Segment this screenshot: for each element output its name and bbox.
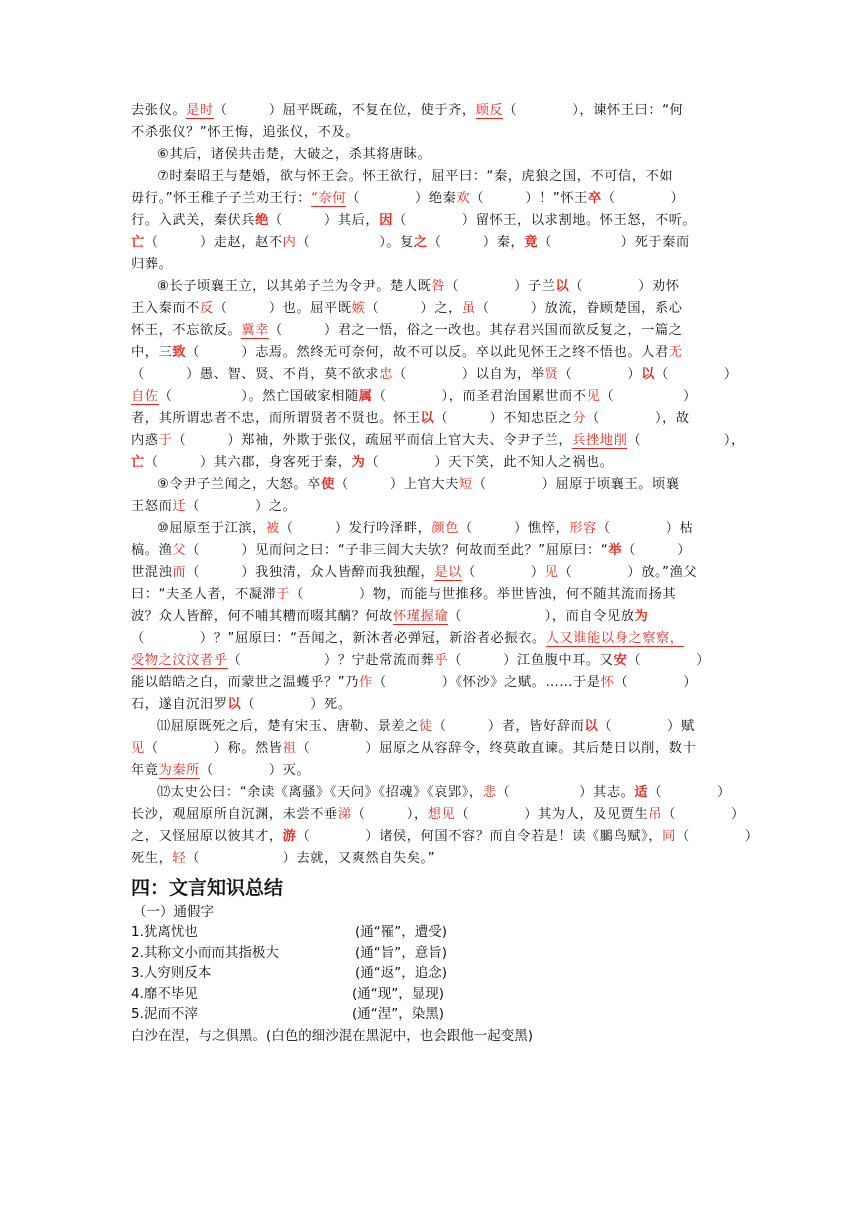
passage-line: [131, 320, 731, 342]
text-run: （ ）劝怀: [569, 279, 680, 294]
text-run: 死生，: [131, 851, 173, 866]
text-run: （ ）以自为，举: [392, 367, 545, 382]
underlined-keyword: 顾反: [475, 103, 504, 118]
subsection-heading: （一）通假字: [133, 904, 214, 920]
text-run: 行。入武关，秦伏兵: [131, 213, 256, 228]
text-run: （ ）秦，: [427, 235, 525, 250]
text-run: 中，三: [131, 345, 173, 360]
text-run: （ ）: [648, 785, 731, 800]
text-run: ⑥其后，诸侯共击楚，大破之，杀其将唐眛。: [157, 147, 432, 162]
text-run: （ ）: [675, 829, 759, 844]
text-run: （ ）其六郡，身客死于秦，: [144, 455, 352, 470]
dotted-keyword: 吊: [648, 807, 663, 822]
underlined-keyword: 人又谁能以身之察察，: [545, 631, 684, 646]
text-run: ⑿太史公曰：“余读《离骚》《天问》《招魂》《哀郢》，: [157, 785, 483, 800]
dotted-keyword: 作: [359, 675, 373, 690]
dotted-keyword: 见: [544, 565, 559, 580]
text-run: （ ），而圣君治国累世而不: [372, 389, 587, 404]
text-run: （ ）放流，眷顾楚国，系心: [475, 301, 683, 316]
loanword-explanation: (通“旨”，意旨): [355, 944, 448, 961]
text-run: （ ）屈原于顷襄王。顷襄: [472, 477, 680, 492]
dotted-keyword: 反: [199, 301, 214, 316]
bold-keyword: 以: [641, 367, 655, 382]
dotted-keyword: 涕: [337, 807, 352, 822]
dotted-keyword: 无: [668, 345, 683, 360]
text-run: 槁。渔: [131, 543, 173, 558]
text-run: （ ）《怀沙》之赋。……于是: [372, 675, 601, 690]
passage-line: [131, 364, 738, 386]
dotted-keyword: 虽: [461, 301, 476, 316]
text-run: （ ），故: [586, 411, 690, 426]
text-run: （ ）志焉。然终无可奈何，故不可以反。卒以此见怀王之终不悟也。人君: [186, 345, 669, 360]
dotted-keyword: 形容: [569, 521, 597, 536]
loanword-example: 4.靡不毕见: [131, 985, 198, 1002]
passage-line: [131, 430, 745, 452]
dotted-keyword: 贤: [544, 367, 559, 382]
bold-keyword: 致: [172, 345, 187, 360]
passage-line: [131, 386, 731, 408]
passage-line: [131, 518, 731, 540]
dotted-keyword: 短: [458, 477, 473, 492]
text-run: （ ）称。然皆: [144, 741, 283, 756]
text-run: （ ），: [351, 807, 428, 822]
dotted-keyword: 悲: [482, 785, 497, 800]
passage-line: [131, 540, 731, 562]
bold-keyword: 举: [608, 543, 623, 558]
underlined-keyword: 自佐: [131, 389, 159, 404]
text-run: （ ）其为人，及见贾生: [455, 807, 649, 822]
text-run: （ ）: [622, 543, 692, 558]
dotted-keyword: 父: [172, 543, 187, 558]
bold-keyword: 以: [555, 279, 570, 294]
underlined-keyword: 冀幸: [241, 323, 269, 338]
passage-line: [131, 452, 731, 474]
text-run: （ ）。然亡国破家相随: [158, 389, 359, 404]
text-run: （ ）憔悴，: [458, 521, 570, 536]
passage-line: [131, 298, 731, 320]
passage-line: [131, 672, 731, 694]
text-run: （ ）留怀王，以求割地。怀王怒，不听。: [393, 213, 697, 228]
passage-line: [131, 188, 731, 210]
text-run: （ ）！”怀王: [470, 191, 588, 206]
text-run: （ ）也。屈平既: [213, 301, 352, 316]
text-run: ⑾屈原既死之后，楚有宋玉、唐勒、景差之: [157, 719, 419, 734]
bold-keyword: 因: [379, 213, 393, 228]
text-run: （ ）: [601, 191, 685, 206]
loanword-item: [131, 922, 731, 943]
text-run: （ ）: [600, 389, 697, 404]
text-run: （ ）？宁赴常流而葬: [227, 653, 435, 668]
text-run: （ ）其后，: [268, 213, 380, 228]
text-run: ⑧长子顷襄王立，以其弟子兰为令尹。楚人既: [157, 279, 432, 294]
text-run: 内惑: [131, 433, 159, 448]
text-run: （ ）不知忠臣之: [434, 411, 573, 426]
dotted-keyword: 欢: [456, 191, 471, 206]
text-run: （ ）死。: [241, 697, 352, 712]
text-run: 者，其所谓忠者不忠，而所谓贤者不贤也。怀王: [131, 411, 421, 426]
dotted-keyword: 于: [276, 587, 291, 602]
text-run: 世混浊: [131, 565, 173, 580]
text-run: （ ）之，: [365, 301, 462, 316]
passage-line: [131, 848, 731, 870]
passage-line: [131, 716, 731, 738]
classical-text-passage: [131, 100, 759, 870]
dotted-keyword: 同: [662, 829, 676, 844]
bold-keyword: 游: [282, 829, 297, 844]
passage-line: [131, 210, 731, 232]
text-run: 长沙，观屈原所自沉渊，未尝不垂: [131, 807, 338, 822]
text-run: （ ），: [627, 433, 745, 448]
text-run: 怀王，不忘欲反。: [131, 323, 242, 338]
passage-line: [131, 276, 731, 298]
passage-line: [131, 738, 731, 760]
text-run: （ ）？”屈原曰：“吾闻之，新沐者必弹冠，新浴者必振衣。: [131, 631, 546, 646]
dotted-keyword: 徒: [418, 719, 433, 734]
text-run: （ ）: [461, 565, 545, 580]
passage-line: [131, 650, 731, 672]
text-run: （ ）屈原之从容辞令，终莫敢直谏。其后楚日以削，数十: [296, 741, 697, 756]
bold-keyword: 卒: [587, 191, 602, 206]
text-run: （ ），而自令见放: [448, 609, 635, 624]
passage-line: [131, 122, 731, 144]
passage-line: [131, 804, 745, 826]
bold-keyword: 属: [358, 389, 373, 404]
dotted-keyword: 而: [172, 565, 187, 580]
text-run: （ ）: [654, 367, 738, 382]
passage-line: [131, 254, 731, 276]
text-run: （ ）枯: [596, 521, 694, 536]
loanword-example: 3.人穷则反本: [131, 965, 212, 981]
passage-line: [131, 694, 731, 716]
loanword-example: 5.泥而不滓: [131, 1006, 198, 1022]
text-run: 毋行。”怀王稚子子兰劝王行：: [131, 191, 312, 206]
text-run: 归葬。: [131, 257, 173, 272]
passage-line: [131, 760, 731, 782]
dotted-keyword: 颜色: [431, 521, 459, 536]
dotted-keyword: 轻: [172, 851, 187, 866]
underlined-keyword: “奈何: [311, 191, 347, 206]
text-run: （ ）: [662, 807, 745, 822]
section-heading: 四：文言知识总结: [131, 877, 284, 899]
bold-keyword: 为: [634, 609, 649, 624]
dotted-keyword: 咎: [431, 279, 446, 294]
text-run: 年竟: [131, 763, 159, 778]
passage-line: [131, 408, 731, 430]
text-run: （ ）。复: [296, 235, 414, 250]
bold-keyword: 之: [413, 235, 428, 250]
bold-keyword: 亡: [131, 235, 145, 250]
text-run: （ ）君之一悟，俗之一改也。其存君兴国而欲反复之，一篇之: [268, 323, 683, 338]
dotted-keyword: 嫉: [351, 301, 366, 316]
text-run: （ ）江鱼腹中耳。又: [448, 653, 614, 668]
passage-line: [131, 606, 731, 628]
passage-line: [131, 342, 731, 364]
dotted-keyword: 于: [158, 433, 173, 448]
text-run: （ ）上官大夫: [334, 477, 459, 492]
text-run: （ ）: [614, 675, 698, 690]
dotted-keyword: 见: [586, 389, 601, 404]
underlined-keyword: 是以: [434, 565, 462, 580]
bold-keyword: 安: [613, 653, 628, 668]
loanword-explanation: (通“罹”，遭受): [355, 924, 448, 940]
text-run: （ ）发行吟泽畔，: [279, 521, 432, 536]
text-run: （ ）物，而能与世推移。举世皆浊，何不随其流而扬其: [290, 587, 677, 602]
bold-keyword: 以: [227, 697, 242, 712]
dotted-keyword: 乎: [434, 653, 449, 668]
bold-keyword: 使: [321, 477, 335, 492]
loanword-item: [131, 984, 731, 1005]
bold-keyword: 以: [584, 719, 599, 734]
text-run: 石，遂自沉汨罗: [131, 697, 228, 712]
text-run: （ ）去就，又爽然自失矣。”: [186, 851, 436, 866]
document-page: [131, 100, 759, 1047]
text-run: （ ）: [627, 653, 711, 668]
text-run: （ ）愚、智、贤、不肖，莫不欲求: [131, 367, 380, 382]
text-run: （ ）屈平既疏，不复在位，使于齐，: [213, 103, 476, 118]
text-run: 去张仪。: [131, 103, 187, 118]
dotted-keyword: 见: [131, 741, 145, 756]
text-run: 之，又怪屈原以彼其才，: [131, 829, 283, 844]
text-run: （ ）诸侯，何国不容？而自令若是！读《鵩鸟赋》，: [296, 829, 663, 844]
passage-line: [131, 144, 731, 166]
passage-line: [131, 232, 731, 254]
text-run: （ ）天下笑，此不知人之祸也。: [365, 455, 614, 470]
dotted-keyword: 想见: [427, 807, 456, 822]
dotted-keyword: 内: [282, 235, 297, 250]
dotted-keyword: 祖: [282, 741, 297, 756]
bold-keyword: 以: [420, 411, 435, 426]
passage-line: [131, 826, 759, 848]
text-run: （ ）郑袖，外欺于张仪，疏屈平而信上官大夫、令尹子兰，: [172, 433, 573, 448]
bold-keyword: 竟: [524, 235, 539, 250]
underlined-keyword: 受物之汶汶者乎: [131, 653, 228, 668]
text-run: ⑨令尹子兰闻之，大怒。卒: [157, 477, 322, 492]
loanword-explanation: (通“现”，显现): [352, 985, 445, 1002]
text-run: （ ）之。: [186, 499, 297, 514]
text-run: 曰：“夫圣人者，不凝滞: [131, 587, 277, 602]
passage-line: [131, 562, 731, 584]
text-run: 不杀张仪？”怀王悔，追张仪，不及。: [131, 125, 360, 140]
bold-keyword: 亡: [131, 455, 145, 470]
loanword-item: [131, 943, 731, 964]
text-run: （ ）见而问之曰：“子非三闾大夫欤？何故而至此？”屈原曰：“: [186, 543, 609, 558]
text-run: （ ）我独清，众人皆醉而我独醒，: [186, 565, 435, 580]
loanword-explanation: (通“返”，追念): [355, 965, 448, 981]
text-run: ⑩屈原至于江滨，: [157, 521, 266, 536]
dotted-keyword: 分: [572, 411, 587, 426]
loanword-example: 2.其称文小而而其指极大: [131, 944, 279, 961]
passage-line: [131, 584, 731, 606]
text-run: （ ）其志。: [496, 785, 635, 800]
passage-line: [131, 496, 731, 518]
text-run: 能以皓皓之白，而蒙世之温蠖乎？”乃: [131, 675, 360, 690]
passage-line: [131, 100, 731, 122]
passage-line: [131, 474, 731, 496]
loanword-item: [131, 1004, 731, 1025]
text-run: ⑦时秦昭王与楚婚，欲与怀王会。怀王欲行，屈平曰：“秦，虎狼之国，不可信，不如: [157, 169, 674, 184]
underlined-keyword: 兵挫地削: [572, 433, 628, 448]
passage-line: [131, 166, 731, 188]
text-run: （ ）死于秦而: [538, 235, 690, 250]
loanword-item: [131, 963, 731, 984]
underlined-keyword: 怀瑾握瑜: [392, 609, 449, 624]
dotted-keyword: 忠: [379, 367, 393, 382]
text-run: （ ）灭。: [199, 763, 311, 778]
text-run: 王入秦而不: [131, 301, 200, 316]
dotted-keyword: 迁: [172, 499, 187, 514]
loanword-example: 1.犹离忧也: [131, 924, 198, 940]
passage-line: [131, 782, 731, 804]
text-run: （ ）者，皆好辞而: [432, 719, 585, 734]
bold-keyword: 适: [634, 785, 649, 800]
text-run: 波？众人皆醉，何不哺其糟而啜其醨？何故: [131, 609, 393, 624]
dotted-keyword: 被: [265, 521, 280, 536]
example-note: 白沙在涅，与之俱黑。(白色的细沙混在黑泥中，也会跟他一起变黑): [131, 1027, 534, 1044]
dotted-keyword: 怀: [600, 675, 615, 690]
passage-line: [131, 628, 731, 650]
underlined-keyword: 为秦所: [158, 763, 200, 778]
text-run: （ ）子兰: [445, 279, 556, 294]
text-run: 王怒而: [131, 499, 173, 514]
text-run: （ ）走赵，赵不: [144, 235, 283, 250]
bold-keyword: 为: [351, 455, 366, 470]
loanword-explanation: (通“涅”，染黑): [352, 1006, 445, 1022]
text-run: （ ）绝秦: [346, 191, 457, 206]
loanword-list: [131, 922, 731, 1025]
text-run: （ ）放。”渔父: [558, 565, 698, 580]
bold-keyword: 绝: [255, 213, 269, 228]
text-run: （ ），谏怀王曰：“何: [503, 103, 684, 118]
text-run: （ ）: [558, 367, 642, 382]
underlined-keyword: 是时: [186, 103, 214, 118]
text-run: （ ）赋: [598, 719, 695, 734]
